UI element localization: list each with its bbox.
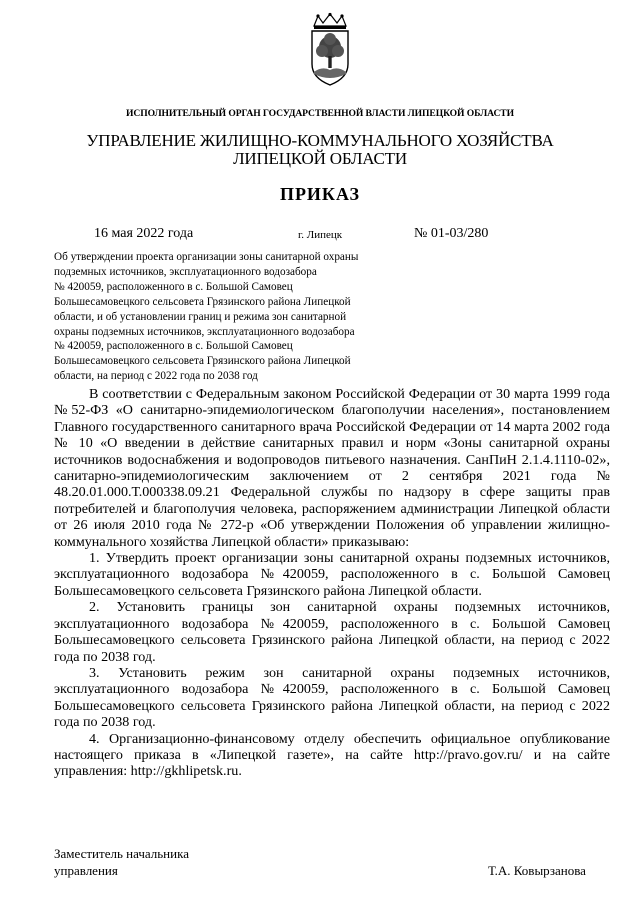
order-item-3: 3. Установить режим зон санитарной охраны подземных источников, эксплуатационного водозабора №420059, расположенного в с. Большой Самовец Большесамовецкого сельсовета Грязинского района Липецкой области, на период с 2022 года по 2038 год. <box>54 664 610 731</box>
order-date: 16 мая 2022 года <box>94 226 194 241</box>
order-item-4: 4. Организационно-финансовому отделу обеспечить официальное опубликование настоящего приказа в «Липецкой газете», на сайте http://pravo.gov.ru/ и на сайте управления: http://gkhlipetsk.ru. <box>54 730 610 780</box>
signatory-position: Заместитель начальника управления <box>54 846 189 878</box>
order-item-1: 1. Утвердить проект организации зоны санитарной охраны подземных источников, эксплуатационного водозабора №420059, расположенного в с. Большой Самовец Большесамовецкого сельсовета Грязинского района Липецкой области. <box>54 550 610 599</box>
lipetsk-coat-of-arms-icon <box>300 12 360 88</box>
issuing-authority: ИСПОЛНИТЕЛЬНЫЙ ОРГАН ГОСУДАРСТВЕННОЙ ВЛАСТИ ЛИПЕЦКОЙ ОБЛАСТИ <box>126 108 514 119</box>
order-number: № 01-03/280 <box>414 226 489 241</box>
order-subject: Об утверждении проекта организации зоны санитарной охраны подземных источников, эксплуатационного водозабора № 420059, расположенного в с. Большой Самовец Большесамовецкого сельсовета Грязинского района Липецкой области, и об установлении границ и режима зон санитарной охраны подземных источников, эксплуатационного водозабора № 420059, расположенного в с. Большой Самовец Большесамовецкого сельсовета Грязинского района Липецкой области, на период с 2022 года по 2038 год <box>54 251 359 383</box>
order-city: г. Липецк <box>298 229 343 241</box>
order-body <box>54 386 610 780</box>
document-type-title: ПРИКАЗ <box>279 184 361 204</box>
department-name <box>0 132 640 168</box>
signatory-name: Т.А. Ковырзанова <box>488 863 586 878</box>
department-name-text: УПРАВЛЕНИЕ ЖИЛИЩНО-КОММУНАЛЬНОГО ХОЗЯЙСТВА ЛИПЕЦКОЙ ОБЛАСТИ <box>86 131 554 168</box>
preamble-paragraph: В соответствии с Федеральным законом Российской Федерации от 30 марта 1999 года №52-ФЗ «О санитарно-эпидемиологическом благополучии населения», постановлением Главного государственного санитарного врача Российской Федерации от 14 марта 2002 года № 10 «О введении в действие санитарных правил и норм «Зоны санитарной охраны источников водоснабжения и водопроводов питьевого назначения. СанПиН 2.1.4.1110-02», санитарно-эпидемиологическим заключением от 2 сентября 2021 года № 48.20.01.000.Т.000338.09.21 Федеральной службы по надзору в сфере защиты прав потребителей и благополучия человека, распоряжением администрации Липецкой области от 26 июля 2010 года № 272-р «Об утверждении Положения об управлении жилищно-коммунального хозяйства Липецкой области» приказываю: <box>54 386 610 550</box>
order-item-2: 2. Установить границы зон санитарной охраны подземных источников, эксплуатационного водозабора №420059, расположенного в с. Большой Самовец Большесамовецкого сельсовета Грязинского района Липецкой области, на период с 2022 года по 2038 год. <box>54 599 610 665</box>
